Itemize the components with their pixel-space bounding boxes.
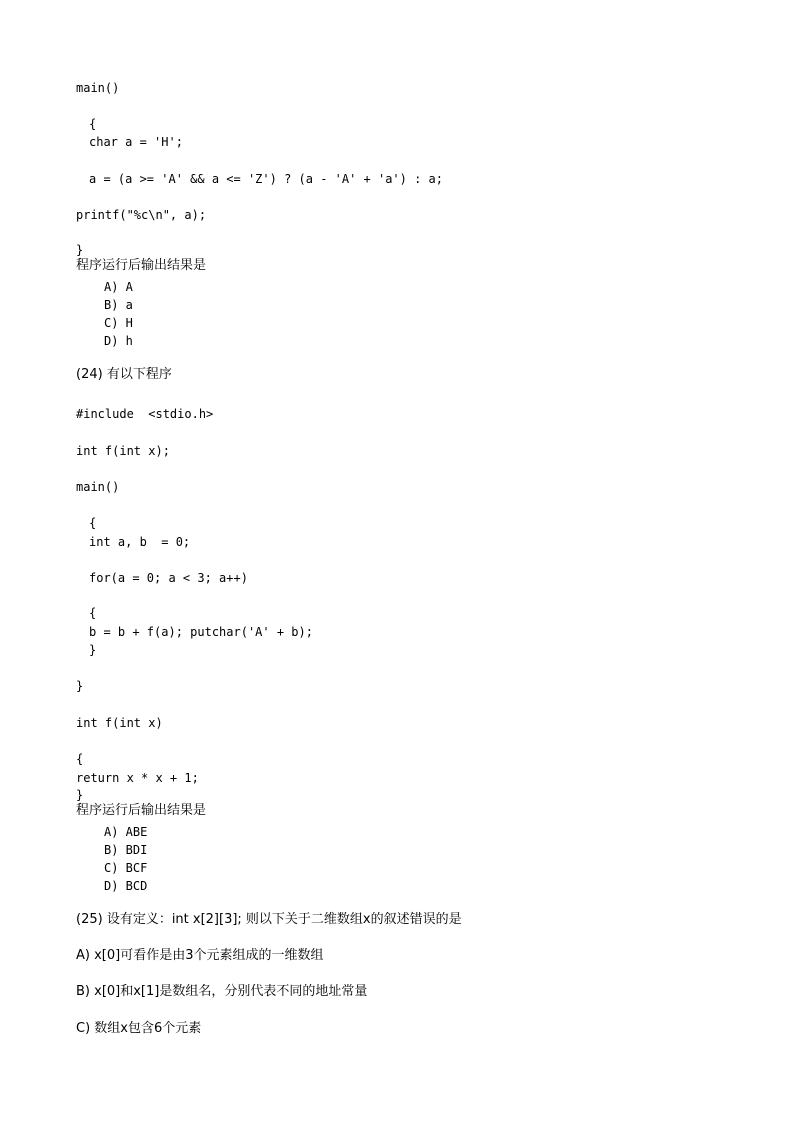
code-line: } (76, 788, 84, 802)
answer-option: C) 数组x包含6个元素 (76, 1021, 202, 1036)
code-line: } (76, 243, 84, 257)
code-line: { (89, 117, 97, 131)
code-line: char a = 'H'; (89, 135, 183, 149)
code-line: { (89, 516, 97, 530)
code-line: #include <stdio.h> (76, 407, 214, 421)
code-line: b = b + f(a); putchar('A' + b); (89, 625, 313, 639)
answer-option: B) BDI (104, 843, 148, 857)
question-prompt: 程序运行后输出结果是 (76, 803, 207, 818)
code-line: main() (76, 480, 120, 494)
answer-option: D) h (104, 334, 133, 348)
code-line: { (76, 752, 84, 766)
code-line: int f(int x) (76, 716, 163, 730)
answer-option: B) a (104, 298, 133, 312)
answer-option: A) A (104, 280, 133, 294)
answer-option: D) BCD (104, 879, 148, 893)
answer-option: C) H (104, 316, 133, 330)
code-line: } (76, 679, 84, 693)
code-line: } (89, 643, 97, 657)
code-line: int a, b = 0; (89, 535, 191, 549)
question-title: (24) 有以下程序 (76, 367, 172, 382)
code-line: int f(int x); (76, 444, 170, 458)
code-line: printf("%c\n", a); (76, 208, 207, 222)
question-prompt: 程序运行后输出结果是 (76, 258, 207, 273)
code-line: main() (76, 81, 120, 95)
code-line: { (89, 606, 97, 620)
answer-option: B) x[0]和x[1]是数组名，分别代表不同的地址常量 (76, 984, 368, 999)
code-line: a = (a >= 'A' && a <= 'Z') ? (a - 'A' + 'a') : a; (89, 172, 444, 186)
code-line: for(a = 0; a < 3; a++) (89, 571, 248, 585)
answer-option: A) ABE (104, 825, 148, 839)
answer-option: C) BCF (104, 861, 148, 875)
answer-option: A) x[0]可看作是由3个元素组成的一维数组 (76, 948, 324, 963)
code-line: return x * x + 1; (76, 771, 199, 785)
question-title: (25) 设有定义：int x[2][3]; 则以下关于二维数组x的叙述错误的是 (76, 912, 462, 927)
